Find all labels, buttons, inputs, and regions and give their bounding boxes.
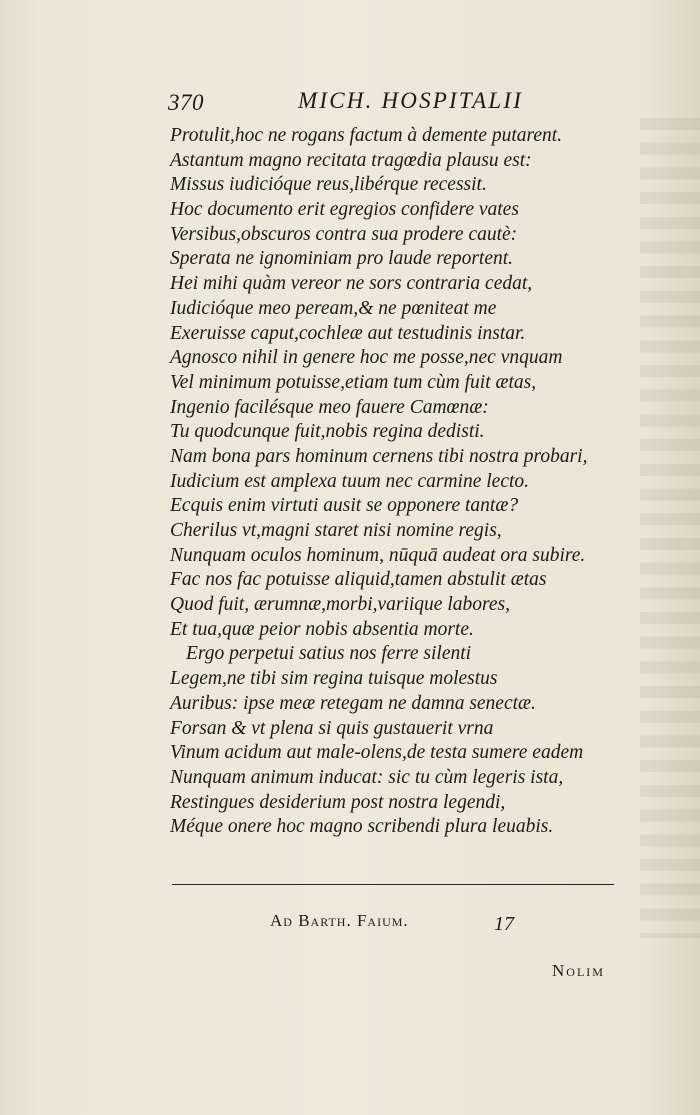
- verse-line: Tu quodcunque fuit,nobis regina dedisti.: [170, 421, 485, 443]
- verse-line: Restingues desiderium post nostra legendi,: [170, 791, 506, 813]
- running-head: MICH. HOSPITALII: [298, 88, 524, 113]
- section-divider: [172, 884, 614, 885]
- verse-line: Vel minimum potuisse,etiam tum cùm fuit ætas,: [170, 371, 537, 393]
- verse-line: Ingenio facilésque meo fauere Camœnæ:: [170, 396, 489, 418]
- verse-line: Nunquam animum inducat: sic tu cùm legeris ista,: [170, 766, 564, 788]
- show-through-text: [640, 118, 700, 938]
- verse-line: Forsan & vt plena si quis gustauerit vrna: [170, 717, 494, 739]
- verse-line: Legem,ne tibi sim regina tuisque molestus: [170, 668, 498, 690]
- verse-line: Quod fuit, ærumnæ,morbi,variique labores,: [170, 594, 510, 616]
- verse-line: Ecquis enim virtuti ausit se opponere tantæ?: [170, 495, 519, 517]
- verse-line: Versibus,obscuros contra sua prodere cautè:: [170, 223, 518, 245]
- verse-line: Sperata ne ignominiam pro laude reportent.: [170, 248, 514, 270]
- verse-line: Exeruisse caput,cochleæ aut testudinis instar.: [170, 322, 526, 344]
- verse-line: Protulit,hoc ne rogans factum à demente putarent.: [170, 125, 563, 146]
- verse-line: Fac nos fac potuisse aliquid,tamen abstulit ætas: [170, 569, 547, 591]
- verse-line: Agnosco nihil in genere hoc me posse,nec vnquam: [170, 347, 563, 369]
- verse-line-indented: Ergo perpetui satius nos ferre silenti: [186, 643, 472, 665]
- page-number: 370: [168, 90, 204, 115]
- verse-line: Vinum acidum aut male-olens,de testa sumere eadem: [170, 742, 584, 764]
- verse-line: Nam bona pars hominum cernens tibi nostra probari,: [170, 445, 588, 467]
- verse-line: Nunquam oculos hominum, nūquā audeat ora subire.: [170, 544, 586, 566]
- verse-line: Méque onere hoc magno scribendi plura leuabis.: [170, 816, 554, 838]
- verse-line: Hoc documento erit egregios confidere vates: [170, 199, 519, 221]
- verse-line: Hei mihi quàm vereor ne sors contraria cedat,: [170, 273, 533, 295]
- poem-body: [170, 124, 630, 840]
- catchword: Nolim: [552, 961, 605, 980]
- verse-line: Cherilus vt,magni staret nisi nomine regis,: [170, 520, 502, 541]
- verse-line: Iudicióque meo peream,& ne pœniteat me: [170, 297, 497, 319]
- next-poem-title: Ad Barth. Faium.: [270, 911, 409, 930]
- page-header: [168, 86, 568, 120]
- verse-line: Iudicium est amplexa tuum nec carmine lecto.: [170, 470, 530, 492]
- verse-line: Missus iudicióque reus,libérque recessit.: [170, 174, 487, 196]
- verse-line: Auribus: ipse meæ retegam ne damna senectæ.: [170, 692, 536, 714]
- verse-line: Astantum magno recitata tragœdia plausu est:: [170, 149, 532, 171]
- signature-mark: 17: [494, 913, 514, 935]
- verse-line: Et tua,quæ peior nobis absentia morte.: [170, 618, 474, 640]
